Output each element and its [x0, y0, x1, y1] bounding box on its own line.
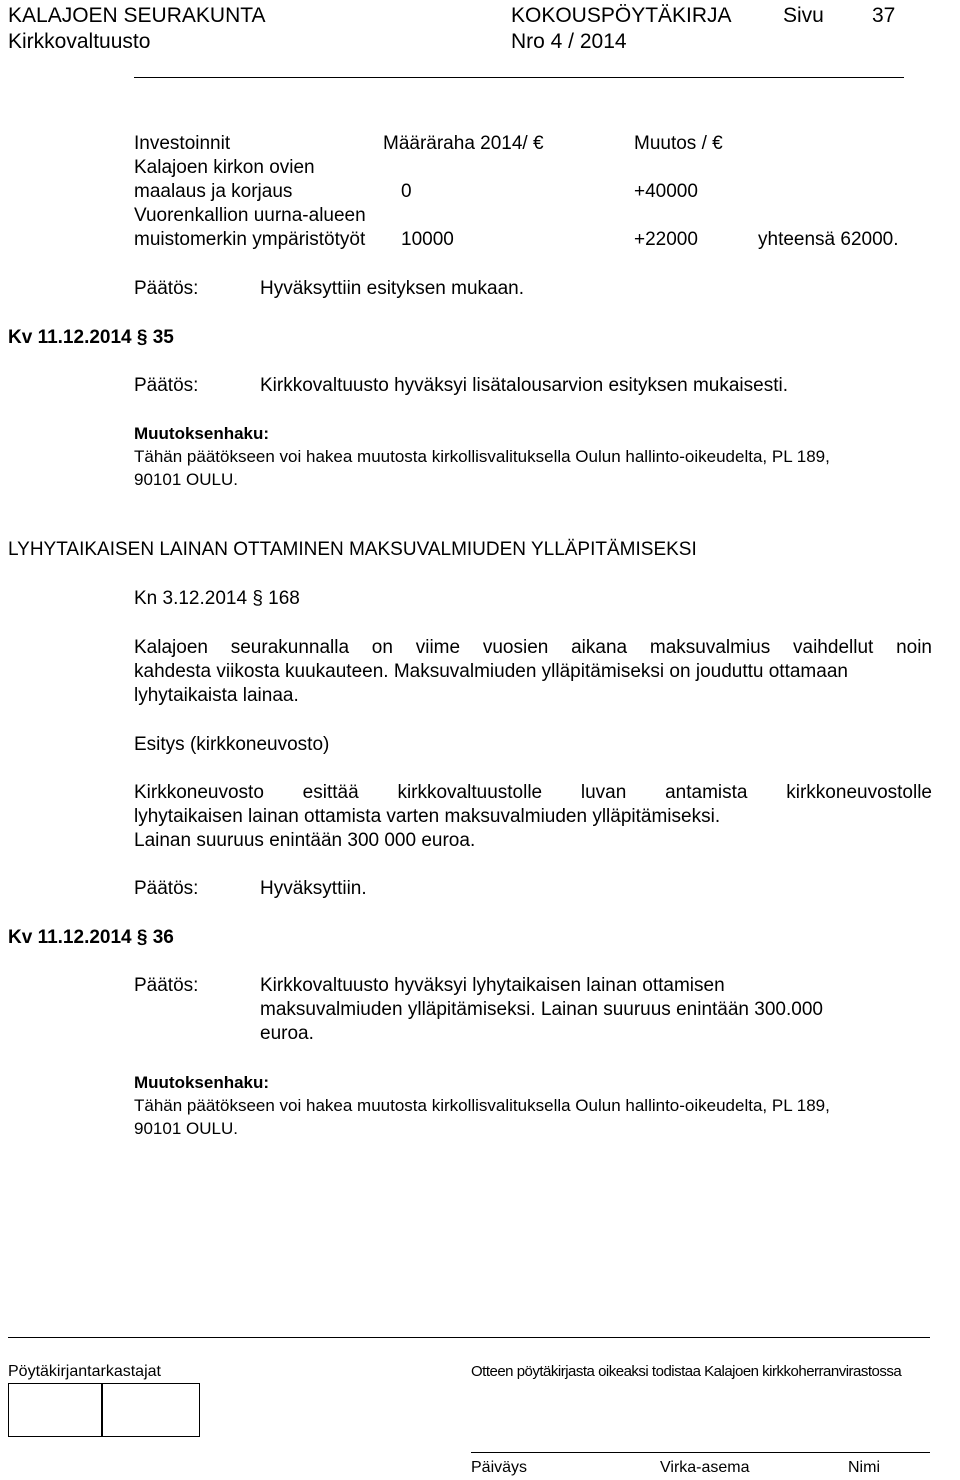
kv36-appeal-heading: Muutoksenhaku: [134, 1073, 270, 1092]
para1-line3: lyhytaikaista lainaa. [134, 685, 299, 706]
kv36-appeal-line1: Tähän päätökseen voi hakea muutosta kirkollisvalituksella Oulun hallinto-oikeudelta, PL 189, [134, 1096, 830, 1115]
certified-label: Otteen pöytäkirjasta oikeaksi todistaa Kalajoen kirkkoherranvirastossa [471, 1363, 902, 1380]
investments-heading: Investoinnit [134, 133, 231, 154]
investment-row-1-name-line1: Kalajoen kirkon ovien [134, 157, 315, 178]
kv36-decision-line2: maksuvalmiuden ylläpitämiseksi. Lainan suuruus enintään 300.000 [260, 999, 823, 1020]
investment-row-2-name-line1: Vuorenkallion uurna-alueen [134, 205, 366, 226]
kv36-decision-line1: Kirkkovaltuusto hyväksyi lyhytaikaisen lainan ottamisen [260, 975, 725, 996]
kv36-decision-label: Päätös: [134, 975, 199, 996]
document-type: KOKOUSPÖYTÄKIRJA [511, 4, 732, 27]
kv35-reference: Kv 11.12.2014 § 35 [8, 327, 174, 348]
footer-rule [8, 1337, 930, 1338]
investment-row-2-budget: 10000 [401, 229, 454, 250]
kv35-decision-label: Päätös: [134, 375, 199, 396]
proposal-heading: Esitys (kirkkoneuvosto) [134, 734, 330, 755]
investment-row-1-budget: 0 [401, 181, 412, 202]
decision-text: Hyväksyttiin esityksen mukaan. [260, 278, 524, 299]
inspector-signature-box-1 [8, 1383, 103, 1437]
kv35-decision-text: Kirkkovaltuusto hyväksyi lisätalousarvion esityksen mukaisesti. [260, 375, 788, 396]
section-decision-text: Hyväksyttiin. [260, 878, 367, 899]
para2-line1: Kirkkoneuvosto esittää kirkkovaltuustolle luvan antamista kirkkoneuvostolle [134, 782, 932, 803]
document-number: Nro 4 / 2014 [511, 30, 627, 53]
position-label: Virka-asema [660, 1459, 750, 1476]
kv35-appeal-line1: Tähän päätökseen voi hakea muutosta kirkollisvalituksella Oulun hallinto-oikeudelta, PL 189, [134, 447, 830, 466]
page-label: Sivu [783, 4, 824, 27]
investment-row-1-name-line2: maalaus ja korjaus [134, 181, 293, 202]
name-label: Nimi [848, 1459, 880, 1476]
kv35-appeal-heading: Muutoksenhaku: [134, 424, 270, 443]
para1-line2: kahdesta viikosta kuukauteen. Maksuvalmiuden ylläpitämiseksi on jouduttu ottamaan [134, 661, 848, 682]
decision-label: Päätös: [134, 278, 199, 299]
para1-line1: Kalajoen seurakunnalla on viime vuosien aikana maksuvalmius vaihdellut noin [134, 637, 932, 658]
investment-row-2-total: yhteensä 62000. [758, 229, 899, 250]
section-decision-label: Päätös: [134, 878, 199, 899]
inspectors-label: Pöytäkirjantarkastajat [8, 1363, 161, 1380]
para2-line3: Lainan suuruus enintään 300 000 euroa. [134, 830, 476, 851]
section-title: LYHYTAIKAISEN LAINAN OTTAMINEN MAKSUVALMIUDEN YLLÄPITÄMISEKSI [8, 539, 697, 560]
investment-row-2-name-line2: muistomerkin ympäristötyöt [134, 229, 366, 250]
date-label: Päiväys [471, 1459, 528, 1476]
kv36-appeal-line2: 90101 OULU. [134, 1119, 238, 1138]
investment-row-1-change: +40000 [634, 181, 698, 202]
para2-line2: lyhytaikaisen lainan ottamista varten maksuvalmiuden ylläpitämiseksi. [134, 806, 721, 827]
header-rule [134, 77, 904, 78]
kv35-appeal-line2: 90101 OULU. [134, 470, 238, 489]
kv36-decision-line3: euroa. [260, 1023, 314, 1044]
budget-column-header: Määräraha 2014/ € [383, 133, 544, 154]
body-name: Kirkkovaltuusto [8, 30, 151, 53]
kv36-reference: Kv 11.12.2014 § 36 [8, 927, 174, 948]
certification-signature-line [471, 1452, 930, 1453]
inspector-signature-box-2 [101, 1383, 200, 1437]
organization-name: KALAJOEN SEURAKUNTA [8, 4, 266, 27]
page-number: 37 [872, 4, 896, 27]
investment-row-2-change: +22000 [634, 229, 698, 250]
kn-reference: Kn 3.12.2014 § 168 [134, 588, 300, 609]
change-column-header: Muutos / € [634, 133, 723, 154]
